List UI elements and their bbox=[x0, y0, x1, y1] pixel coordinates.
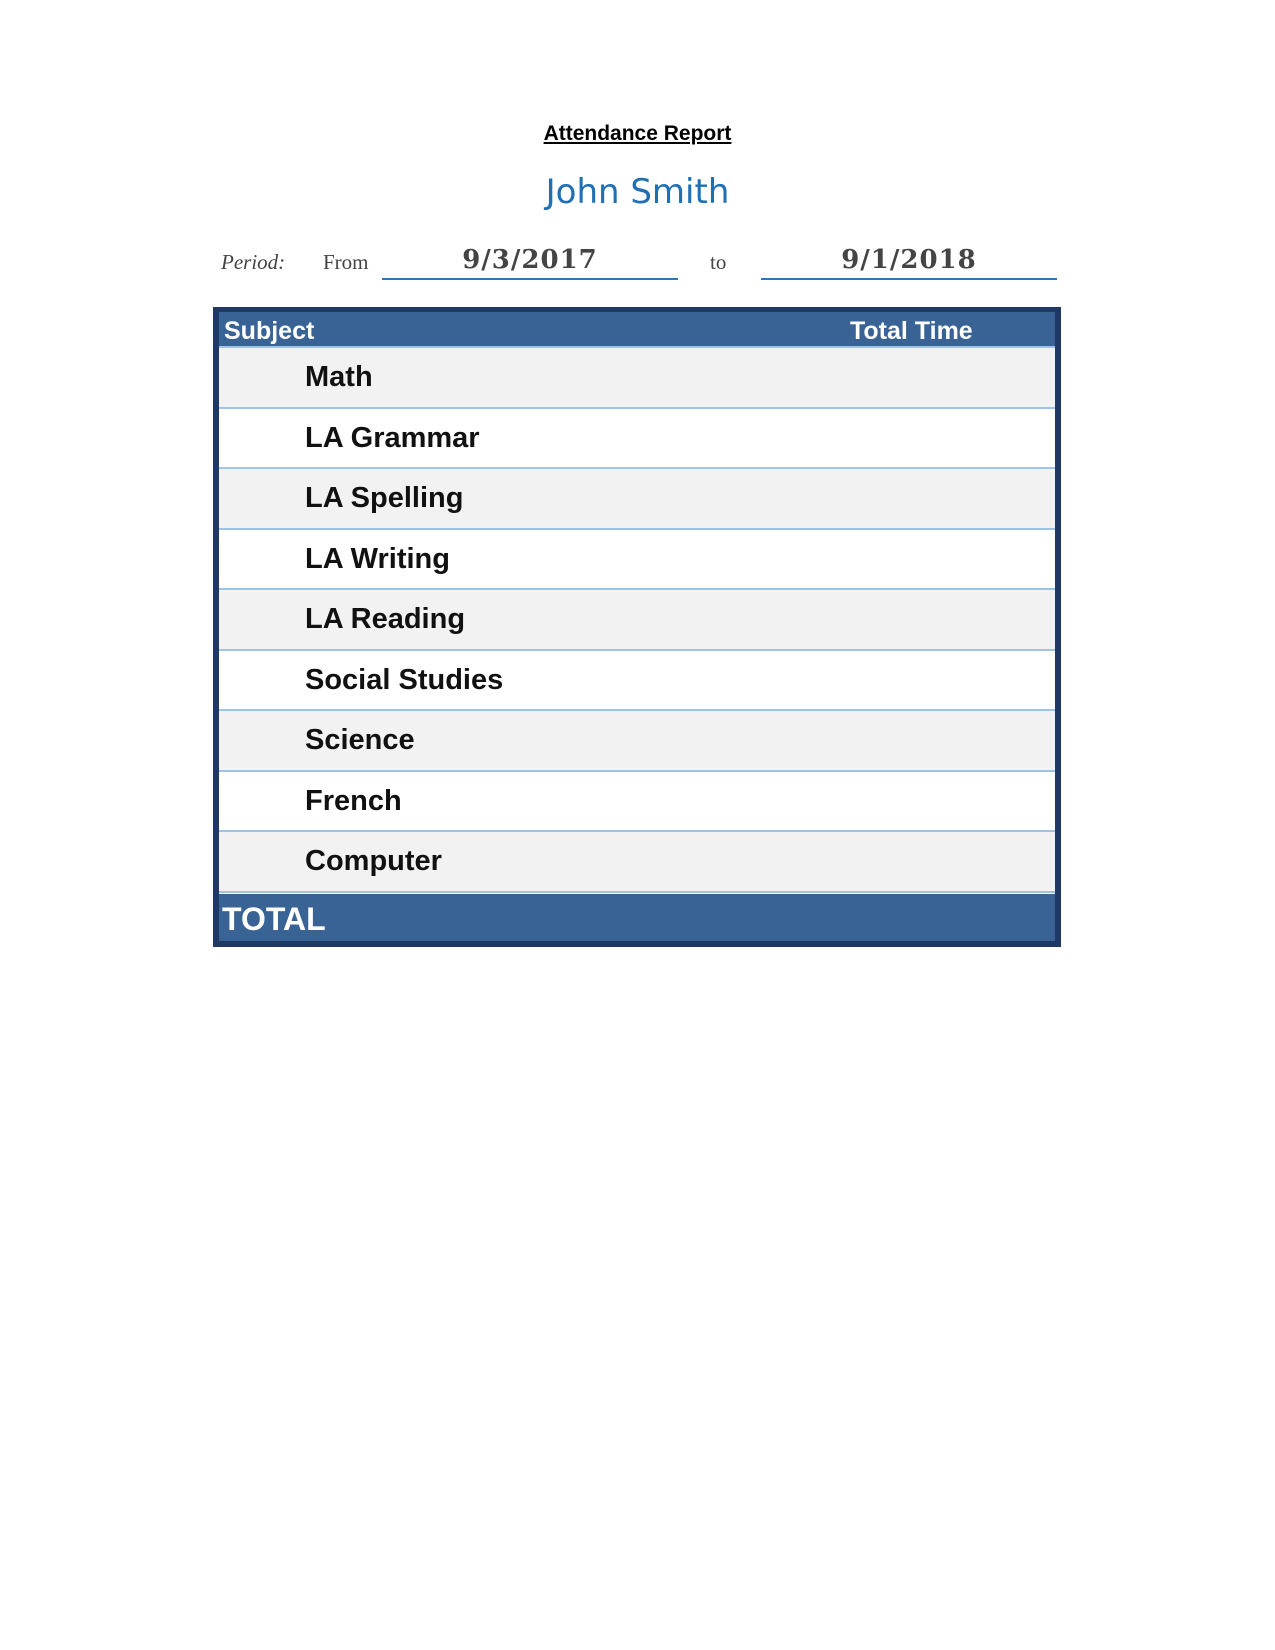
table-row bbox=[219, 409, 1055, 470]
subject-cell: LA Spelling bbox=[305, 482, 464, 514]
table-row bbox=[219, 590, 1055, 651]
table-row bbox=[219, 469, 1055, 530]
period-label: Period: bbox=[221, 250, 286, 274]
attendance-table-body bbox=[219, 312, 1055, 941]
subject-cell: LA Writing bbox=[305, 542, 450, 575]
subject-cell: LA Grammar bbox=[305, 421, 480, 454]
subject-cell: Math bbox=[305, 361, 373, 393]
subject-cell: LA Reading bbox=[305, 603, 466, 635]
to-label: to bbox=[710, 250, 727, 274]
subject-cell: Social Studies bbox=[305, 663, 504, 696]
subject-column-header: Subject bbox=[224, 317, 315, 345]
table-row bbox=[219, 711, 1055, 772]
table-row bbox=[219, 530, 1055, 591]
table-row bbox=[219, 772, 1055, 833]
table-row bbox=[219, 832, 1055, 893]
table-row bbox=[219, 651, 1055, 712]
total-label: TOTAL bbox=[222, 901, 326, 937]
table-footer bbox=[219, 894, 1055, 941]
report-title: Attendance Report bbox=[543, 122, 732, 145]
from-label: From bbox=[323, 250, 369, 274]
total-time-column-header: Total Time bbox=[850, 317, 973, 345]
subject-cell: Science bbox=[305, 724, 415, 756]
subject-cell: French bbox=[305, 784, 402, 817]
subject-cell: Computer bbox=[305, 845, 442, 877]
table-row bbox=[219, 348, 1055, 409]
student-name: John Smith bbox=[545, 172, 730, 212]
table-header bbox=[219, 312, 1055, 348]
attendance-table bbox=[213, 307, 1061, 947]
from-date-field[interactable]: 9/3/2017 bbox=[382, 244, 678, 280]
to-date-field[interactable]: 9/1/2018 bbox=[761, 244, 1057, 280]
